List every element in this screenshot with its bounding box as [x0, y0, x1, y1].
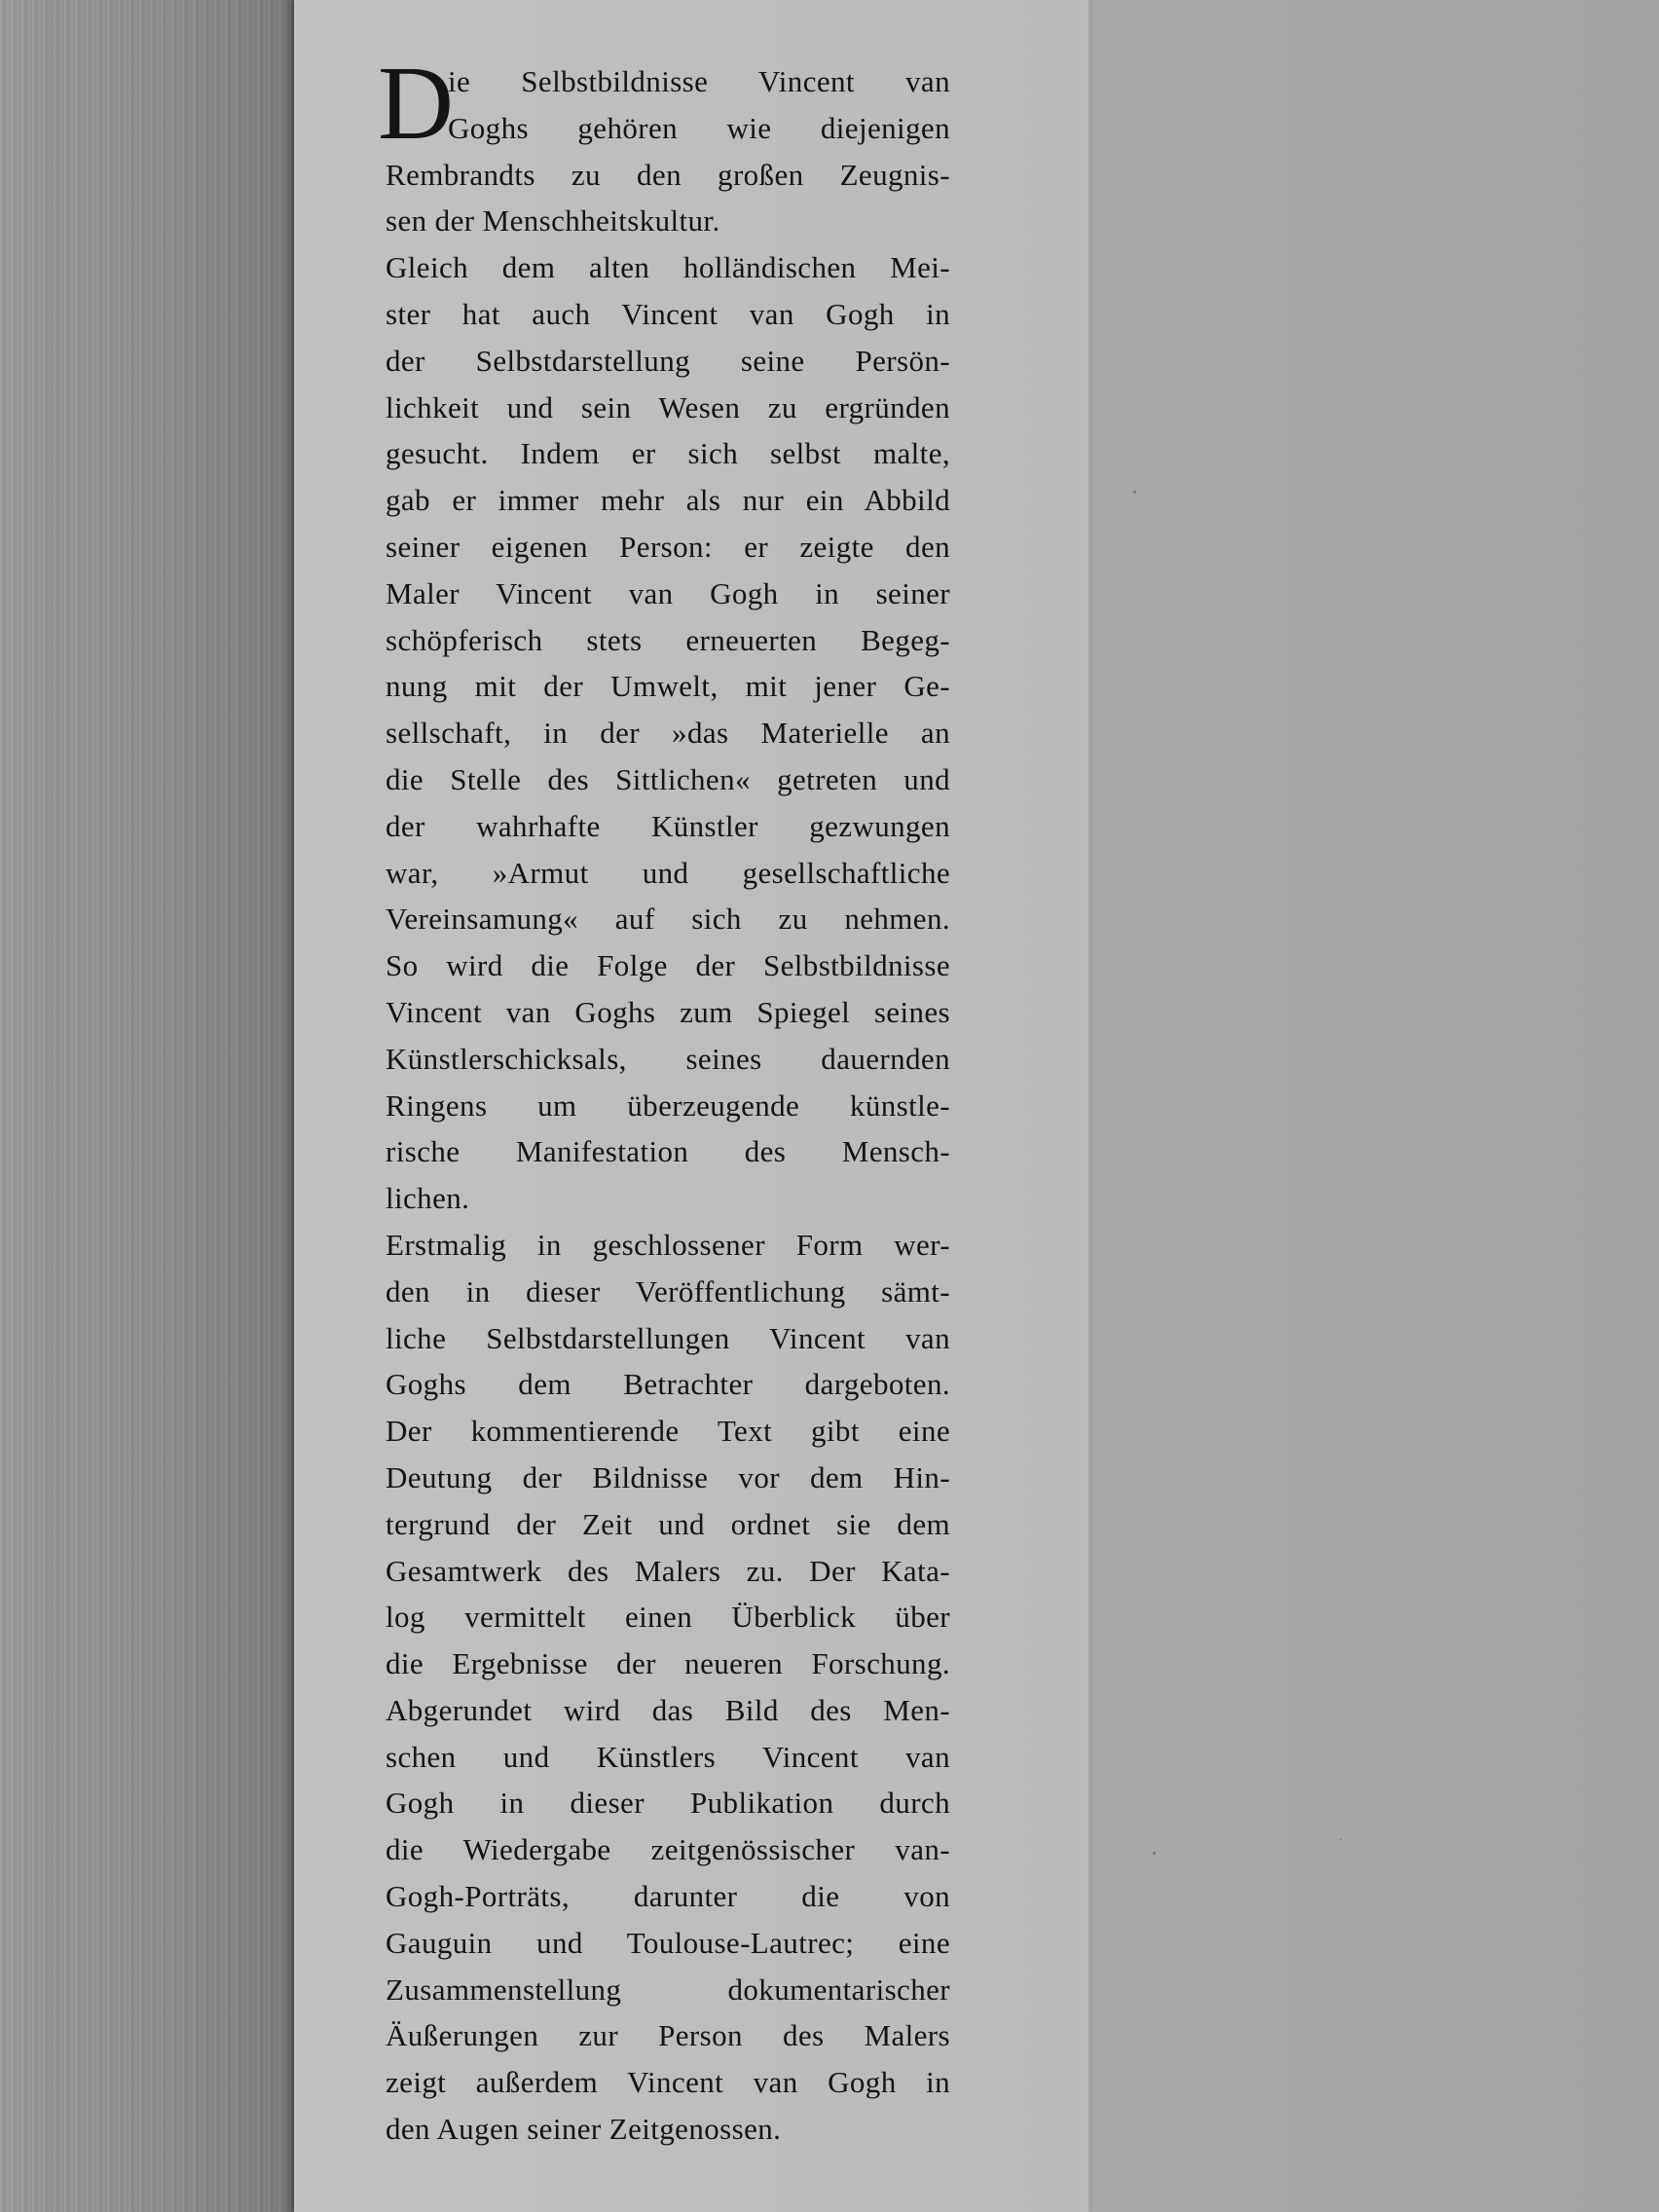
text-line: zeigt außerdem Vincent van Gogh in: [386, 2065, 950, 2100]
text-line: Maler Vincent van Gogh in seiner: [386, 575, 950, 610]
text-line: Gleich dem alten holländischen Mei-: [386, 250, 950, 285]
text-line: sen der Menschheitskultur.: [386, 203, 720, 239]
text-line: lichen.: [386, 1181, 470, 1216]
text-line: Ringens um überzeugende künstle-: [386, 1088, 950, 1123]
text-line: den in dieser Veröffentlichung sämt-: [386, 1273, 950, 1309]
text-line: Zusammenstellung dokumentarischer: [386, 1972, 950, 2007]
text-line: Erstmalig in geschlossener Form wer-: [386, 1227, 950, 1262]
text-line: Vincent van Goghs zum Spiegel seines: [386, 994, 950, 1029]
flap-text: [386, 58, 950, 2153]
text-line: rische Manifestation des Mensch-: [386, 1134, 950, 1169]
text-line: den Augen seiner Zeitgenossen.: [386, 2112, 782, 2147]
text-line: Gogh in dieser Publikation durch: [386, 1786, 950, 1821]
text-line: Künstlerschicksals, seines dauernden: [386, 1041, 950, 1076]
paper-speck: [1153, 1852, 1156, 1855]
text-line: Gesamtwerk des Malers zu. Der Kata-: [386, 1553, 950, 1588]
text-line: ie Selbstbildnisse Vincent van: [448, 64, 950, 98]
text-line: war, »Armut und gesellschaftliche: [386, 855, 950, 890]
text-line: gab er immer mehr als nur ein Abbild: [386, 483, 950, 518]
text-line: gesucht. Indem er sich selbst malte,: [386, 436, 950, 471]
text-line: nung mit der Umwelt, mit jener Ge-: [386, 669, 950, 704]
text-line: Deutung der Bildnisse vor dem Hin-: [386, 1459, 950, 1494]
paper-speck: [1340, 1838, 1342, 1840]
text-line: schöpferisch stets erneuerten Begeg-: [386, 622, 950, 657]
text-line: Gogh-Porträts, darunter die von: [386, 1879, 950, 1914]
text-line: Goghs gehören wie diejenigen: [448, 110, 950, 145]
text-line: schen und Künstlers Vincent van: [386, 1739, 950, 1774]
text-line: lichkeit und sein Wesen zu ergründen: [386, 389, 950, 424]
text-line: liche Selbstdarstellungen Vincent van: [386, 1320, 950, 1355]
text-line: sellschaft, in der »das Materielle an: [386, 716, 950, 751]
text-line: der wahrhafte Künstler gezwungen: [386, 808, 950, 843]
text-line: log vermittelt einen Überblick über: [386, 1600, 950, 1635]
paper-speck: [1133, 491, 1136, 494]
text-line: seiner eigenen Person: er zeigte den: [386, 529, 950, 564]
wooden-surface: [0, 0, 296, 2212]
flap-edge: [1088, 0, 1090, 2212]
text-line: tergrund der Zeit und ordnet sie dem: [386, 1506, 950, 1541]
text-line: die Stelle des Sittlichen« getreten und: [386, 761, 950, 796]
text-line: Äußerungen zur Person des Malers: [386, 2018, 950, 2053]
text-line: Vereinsamung« auf sich zu nehmen.: [386, 902, 950, 937]
text-line: So wird die Folge der Selbstbildnisse: [386, 948, 950, 983]
text-line: Goghs dem Betrachter dargeboten.: [386, 1367, 950, 1402]
text-line: ster hat auch Vincent van Gogh in: [386, 296, 950, 331]
text-line: Abgerundet wird das Bild des Men-: [386, 1692, 950, 1727]
text-line: der Selbstdarstellung seine Persön-: [386, 343, 950, 378]
drop-cap: D: [378, 46, 454, 162]
underlying-page: [1090, 0, 1659, 2212]
text-line: Gauguin und Toulouse-Lautrec; eine: [386, 1925, 950, 1960]
text-line: Der kommentierende Text gibt eine: [386, 1414, 950, 1449]
text-line: die Wiedergabe zeitgenössischer van-: [386, 1832, 950, 1867]
text-line: Rembrandts zu den großen Zeugnis-: [386, 157, 950, 192]
text-line: die Ergebnisse der neueren Forschung.: [386, 1646, 950, 1681]
